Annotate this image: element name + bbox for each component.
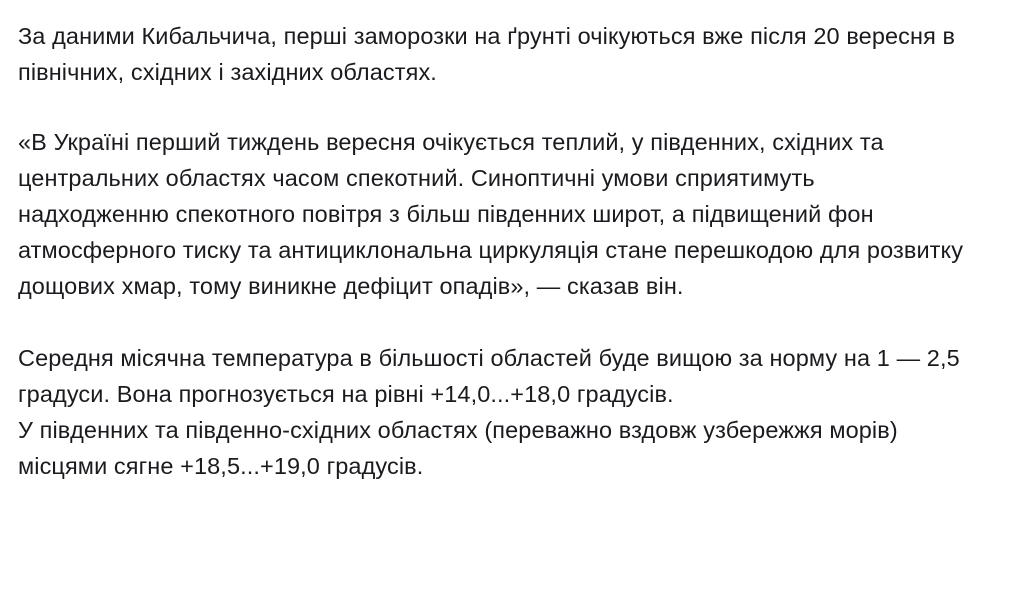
article-paragraph-2: «В Україні перший тиждень вересня очікується теплий, у південних, східних та центральних областях часом спекотний. Синоптичні умови сприятимуть надходженню спекотного повітря з більш південних широт, а підвищений фон атмосферного тиску та антициклональна циркуляція стане перешкодою для розвитку дощових хмар, тому виникне дефіцит опадів», — сказав він. <box>18 129 970 299</box>
article-paragraph-3: Середня місячна температура в більшості областей буде вищою за норму на 1 — 2,5 градуси. Вона прогнозується на рівні +14,0...+18,0 градусів. У південних та південно-східних областях (переважно вздовж узбережжя морів) місцями сягне +18,5...+19,0 градусів. <box>18 345 960 479</box>
article-paragraph-1: За даними Кибальчича, перші заморозки на ґрунті очікуються вже після 20 вересня в північних, східних і західних областях. <box>18 23 962 85</box>
